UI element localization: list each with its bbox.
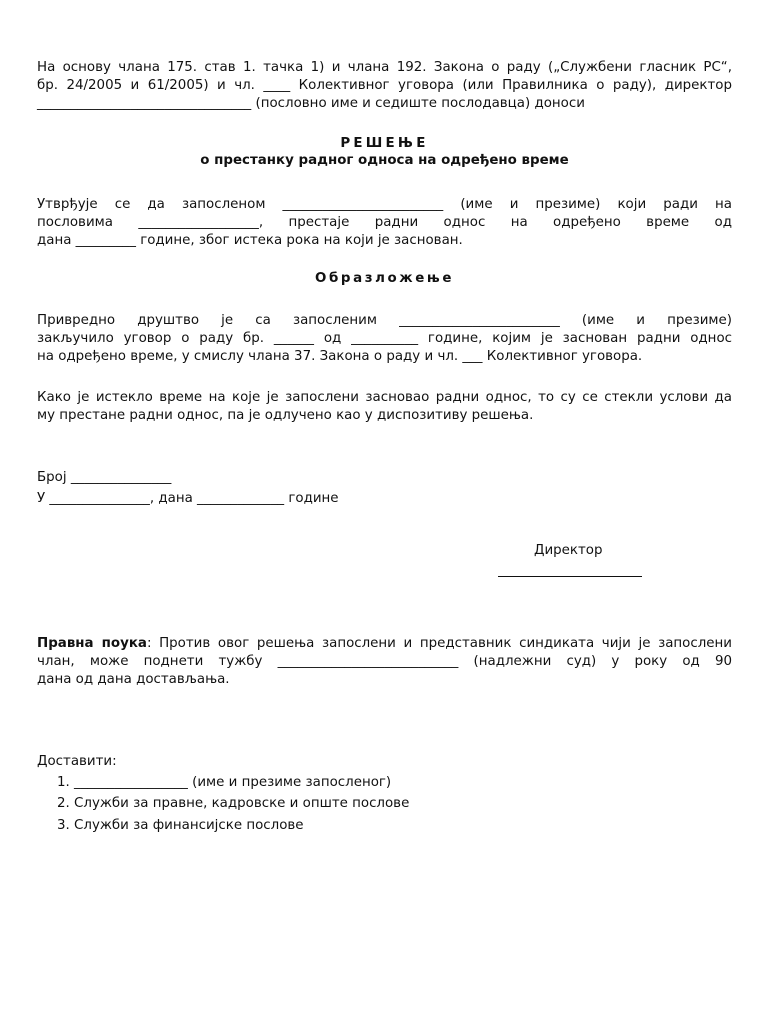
reasoning-p1-line-2: закључило уговор о раду бр. ______ од __________ године, којим је засновaн радни однос [37,331,732,346]
decision-line-2: пословима __________________, престаје радни однос на одређено време од [37,215,732,230]
reasoning-p2-line-2: му престане радни однос, па је одлучено као у диспозитиву решења. [37,408,534,423]
place-date-line: У _______________, дана _____________ године [37,491,339,506]
document-page [37,0,732,1024]
delivery-item-1: 1. _________________ (име и презиме запосленог) [57,775,392,790]
legal-notice-paragraph [37,635,732,689]
reasoning-p2-line-1: Како је истекло време на које је запослени засновао радни однос, то су се стекли услови да [37,390,732,405]
legal-notice-line-1 [37,635,732,653]
intro-line-1: На основу члана 175. став 1. тачка 1) и члана 192. Закона о раду („Службени гласник РС“, [37,60,732,75]
delivery-item-2: 2. Служби за правне, кадровске и опште послове [57,796,410,811]
director-label: Директор [534,543,603,558]
decision-heading: РЕШЕЊЕ [340,136,429,151]
decision-line-3: дана _________ године, због истека рока на који је засновaн. [37,233,463,248]
intro-line-2: бр. 24/2005 и 61/2005) и чл. ____ Колективног уговора (или Правилника о раду), директор [37,78,732,93]
director-signature-line [498,576,642,577]
intro-line-3: ________________________________ (пословно име и седиште послодавца) доноси [37,96,585,111]
number-line: Број _______________ [37,470,172,485]
delivery-item-3: 3. Служби за финансијске послове [57,818,304,833]
delivery-heading: Доставити: [37,754,117,769]
legal-notice-label: Правна поука [37,636,147,651]
legal-notice-line-1-text: : Против овог решења запослени и представник синдиката чији је запослени [146,636,732,651]
reasoning-p1-line-1: Привредно друштво је са запосленим ________________________ (име и презиме) [37,313,732,328]
decision-paragraph [37,196,732,250]
decision-line-1: Утврђује се да запосленом ________________________ (име и презиме) који ради на [37,197,732,212]
reasoning-paragraph-1 [37,312,732,366]
legal-notice-line-2: члан, може поднети тужбу ___________________________ (надлежни суд) у року од 90 [37,654,732,669]
intro-paragraph [37,59,732,113]
decision-subtitle: о престанку радног односа на одређено време [200,153,569,168]
reasoning-p1-line-3: на одређено време, у смислу члана 37. Закона о раду и чл. ___ Колективног уговора. [37,349,643,364]
legal-notice-line-3: дана од дана достављања. [37,672,230,687]
reasoning-heading: Образложење [314,271,455,286]
reasoning-paragraph-2 [37,389,732,425]
